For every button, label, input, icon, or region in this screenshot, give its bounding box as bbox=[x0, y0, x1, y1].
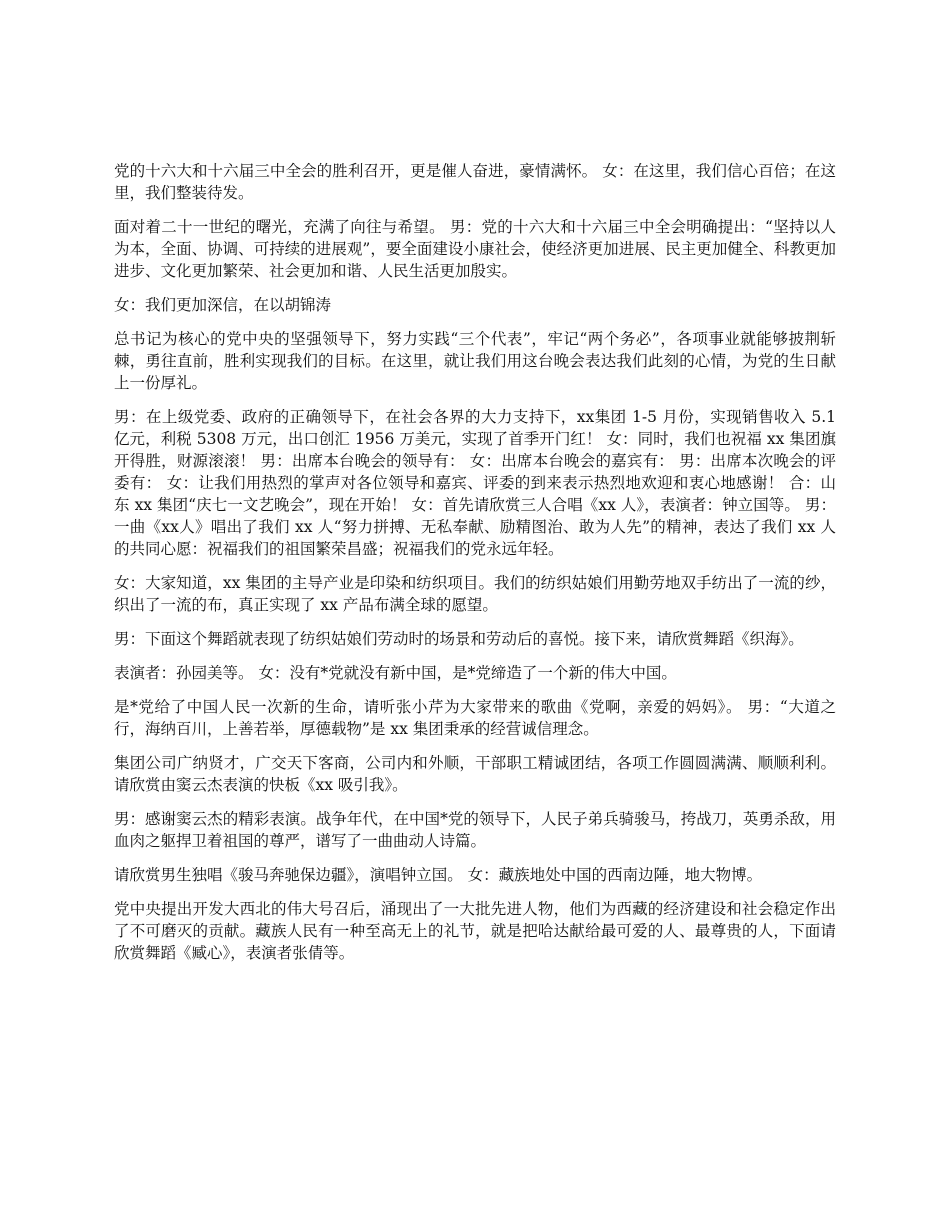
paragraph-5: 男：在上级党委、政府的正确领导下，在社会各界的大力支持下，xx集团 1-5 月份，实现销售收入 5.1 亿元，利税 5308 万元，出口创汇 1956 万美元，实现了首季开门红！ 女：同时，我们也祝福 xx 集团旗开得胜，财源滚滚！ 男：出席本台晚会的领导有： 女：出席本台晚会的嘉宾有： 男：出席本次晚会的评委有： 女：让我们用热烈的掌声对各位领导和嘉宾、评委的到来表示热烈地欢迎和衷心地感谢！ 合：山东 xx 集团“庆七一文艺晚会”，现在开始！ 女：首先请欣赏三人合唱《xx 人》，表演者：钟立国等。 男：一曲《xx人》唱出了我们 xx 人“努力拼搏、无私奉献、励精图治、敢为人先”的精神，表达了我们 xx 人的共同心愿：祝福我们的祖国繁荣昌盛；祝福我们的党永远年轻。 bbox=[114, 408, 836, 558]
paragraph-9: 是*党给了中国人民一次新的生命，请听张小芹为大家带来的歌曲《党啊，亲爱的妈妈》。 男：“大道之行，海纳百川，上善若举，厚德载物”是 xx 集团秉承的经营诚信理念。 bbox=[114, 698, 836, 738]
paragraph-13: 党中央提出开发大西北的伟大号召后，涌现出了一大批先进人物，他们为西藏的经济建设和社会稳定作出了不可磨灭的贡献。藏族人民有一种至高无上的礼节，就是把哈达献给最可爱的人、最尊贵的人，下面请欣赏舞蹈《臧心》，表演者张倩等。 bbox=[114, 900, 836, 962]
paragraph-1: 党的十六大和十六届三中全会的胜利召开，更是催人奋进，豪情满怀。 女：在这里，我们信心百倍；在这里，我们整装待发。 bbox=[114, 162, 836, 202]
paragraph-2: 面对着二十一世纪的曙光，充满了向往与希望。 男：党的十六大和十六届三中全会明确提出：“坚持以人为本，全面、协调、可持续的进展观”，要全面建设小康社会，使经济更加进展、民主更加健全、科教更加进步、文化更加繁荣、社会更加和谐、人民生活更加殷实。 bbox=[114, 218, 836, 280]
paragraph-4: 总书记为核心的党中央的坚强领导下，努力实践“三个代表”，牢记“两个务必”，各项事业就能够披荆斩棘，勇往直前，胜利实现我们的目标。在这里，就让我们用这台晚会表达我们此刻的心情，为党的生日献上一份厚礼。 bbox=[114, 330, 836, 392]
document-body bbox=[114, 160, 836, 976]
paragraph-3: 女：我们更加深信，在以胡锦涛 bbox=[114, 296, 332, 314]
paragraph-8: 表演者：孙园美等。 女：没有*党就没有新中国，是*党缔造了一个新的伟大中国。 bbox=[114, 664, 677, 682]
paragraph-7: 男：下面这个舞蹈就表现了纺织姑娘们劳动时的场景和劳动后的喜悦。接下来，请欣赏舞蹈《织海》。 bbox=[114, 630, 804, 648]
paragraph-6: 女：大家知道，xx 集团的主导产业是印染和纺织项目。我们的纺织姑娘们用勤劳地双手纺出了一流的纱，织出了一流的布，真正实现了 xx 产品布满全球的愿望。 bbox=[114, 574, 836, 614]
paragraph-12: 请欣赏男生独唱《骏马奔驰保边疆》，演唱钟立国。 女：藏族地处中国的西南边陲，地大物博。 bbox=[114, 866, 763, 884]
paragraph-10: 集团公司广纳贤才，广交天下客商，公司内和外顺，干部职工精诚团结，各项工作圆圆满满、顺顺利利。请欣赏由窦云杰表演的快板《xx 吸引我》。 bbox=[114, 754, 836, 794]
paragraph-11: 男：感谢窦云杰的精彩表演。战争年代，在中国*党的领导下，人民子弟兵骑骏马，挎战刀，英勇杀敌，用血肉之躯捍卫着祖国的尊严，谱写了一曲曲动人诗篇。 bbox=[114, 810, 836, 850]
